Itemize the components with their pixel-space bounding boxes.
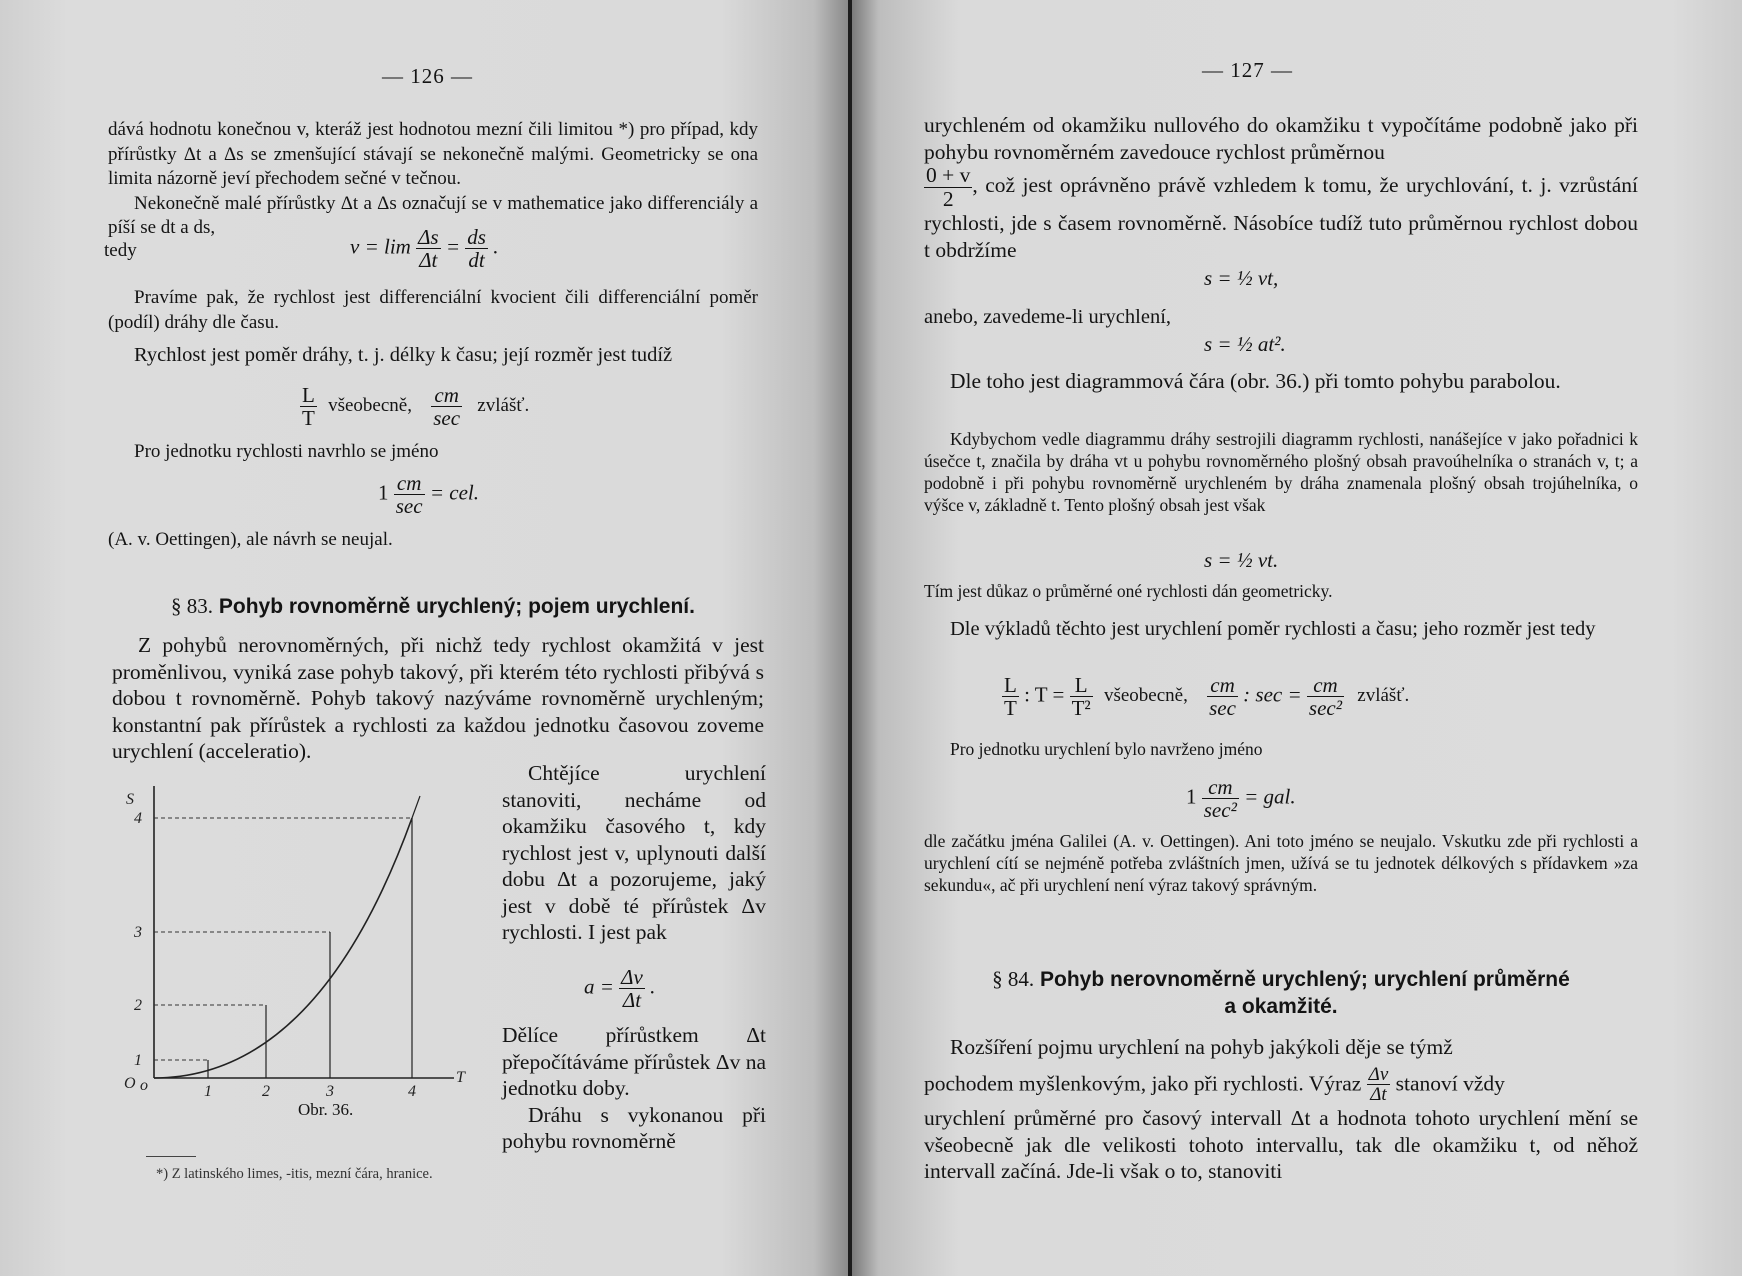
paragraph-text: urychleném od okamžiku nullového do okamžiku t vypočítáme podobně jako při pohybu rovnoměrném zavedouce rychlost průměrnou	[924, 113, 1638, 164]
paragraph	[108, 528, 758, 553]
fraction	[1367, 1065, 1391, 1106]
formula-lhs: a =	[584, 974, 614, 999]
formula-unit-cel	[378, 472, 479, 517]
formula-text: zvlášť.	[1357, 685, 1410, 707]
denominator: dt	[468, 248, 485, 273]
origin-sub-label: o	[140, 1077, 148, 1094]
numerator: Δs	[418, 225, 439, 249]
x-tick-4: 4	[408, 1083, 416, 1100]
paragraph-text: Kdybychom vedle diagrammu dráhy sestrojili diagramm rychlosti, nanášejíce v jako pořadnici k úsečce t, značila by dráha vt u pohybu rovnoměrného plošný obsah pravoúhelníka o stranách v, t; a podobně i při pohybu rovnoměrně urychleném by dráha znamenala plošný obsah trojúhelníka, o výšce v, základně t. Tento plošný obsah jest však	[924, 429, 1638, 515]
numerator: ds	[467, 225, 486, 249]
formula-number: 1	[378, 480, 389, 505]
paragraph-text	[924, 164, 1638, 263]
label-tedy: tedy	[104, 240, 137, 261]
paragraph	[502, 760, 766, 946]
curve-extension	[412, 796, 420, 818]
paragraph-text: Chtějíce urychlení stanoviti, necháme od okamžiku časového t, kdy rychlost jest v, uplynouti další dobu Δt a pozorujeme, jaký jest v době té přírůstek Δv rychlosti. I jest pak	[502, 761, 766, 944]
numerator: L	[302, 383, 315, 407]
formula-rhs: = gal.	[1244, 784, 1296, 809]
y-tick-2: 2	[134, 997, 142, 1014]
paragraph	[924, 1034, 1638, 1185]
numerator: L	[1004, 673, 1017, 697]
formula-s-half-at2: s = ½ at².	[1204, 332, 1286, 356]
denominator: sec	[1209, 696, 1236, 721]
section-title: Pohyb rovnoměrně urychlený; pojem urychlení.	[218, 595, 695, 618]
numerator: Δv	[1368, 1063, 1389, 1085]
fraction	[1307, 674, 1344, 719]
denominator: T²	[1071, 696, 1091, 721]
fraction	[416, 226, 441, 271]
numerator: cm	[394, 472, 425, 495]
denominator: Δt	[1370, 1084, 1387, 1106]
denominator: Δt	[622, 988, 642, 1013]
paragraph-text: Dráhu s vykonanou při pohybu rovnoměrně	[502, 1102, 766, 1153]
section-title-continued: a okamžité.	[1224, 995, 1338, 1018]
formula-velocity-limit	[350, 226, 498, 271]
y-tick-4: 4	[134, 810, 142, 827]
formula-lhs: v = lim	[350, 234, 411, 259]
x-tick-2: 2	[262, 1083, 270, 1100]
paragraph-text: Nekonečně malé přírůstky Δt a Δs označují se v mathematice jako differenciály a píší se dt a ds,	[108, 192, 758, 238]
right-page	[852, 0, 1742, 1276]
paragraph-text: Pro jednotku rychlosti navrhlo se jméno	[134, 441, 439, 462]
paragraph	[924, 738, 1638, 760]
paragraph-text: anebo, zavedeme-li urychlení,	[924, 306, 1172, 328]
numerator: Δv	[621, 965, 643, 989]
paragraph	[502, 1022, 766, 1155]
page-number: — 126 —	[382, 64, 473, 88]
section-title: Pohyb nerovnoměrně urychlený; urychlení průměrné	[1040, 968, 1570, 991]
fraction	[619, 966, 645, 1011]
formula-s-half-vt: s = ½ vt,	[1204, 266, 1279, 290]
paragraph-text: (A. v. Oettingen), ale návrh se neujal.	[108, 529, 393, 550]
paragraph	[924, 112, 1638, 165]
formula-acceleration	[584, 966, 655, 1011]
paragraph-text: Z pohybů nerovnoměrných, při nichž tedy rychlost okamžitá v jest proměnlivou, vyniká zase pohyb takový, při kterém této rychlosti přibývá s dobou t rovnoměrně. Pohyb takový nazýváme rovnoměrně urychleným; konstantní pak přírůstek a rychlosti za každou jednotku časovou zoveme urychlení (acceleratio).	[112, 633, 764, 763]
paragraph	[924, 368, 1638, 395]
denominator: 2	[942, 186, 954, 211]
paragraph	[108, 118, 758, 241]
figure-caption: Obr. 36.	[298, 1100, 354, 1119]
parabola-curve	[154, 818, 412, 1078]
denominator: sec²	[1308, 696, 1343, 721]
paragraph	[924, 164, 1638, 263]
paragraph-text: Rychlost jest poměr dráhy, t. j. délky k času; její rozměr jest tudíž	[134, 344, 673, 366]
paragraph-text: dává hodnotu konečnou v, kteráž jest hodnotou mezní čili limitou *) pro případ, kdy přírůstky Δt a Δs se zmenšující stávají se nekonečně malými. Geometricky se ona limita názorně jeví přechodem sečné v tečnou.	[108, 119, 758, 189]
footnote: *) Z latinského limes, -itis, mezní čára, hranice.	[156, 1166, 433, 1182]
period: .	[650, 974, 656, 999]
section-heading-line	[924, 966, 1638, 993]
formula-dimension-velocity	[300, 384, 529, 429]
fraction	[1202, 776, 1239, 821]
paragraph-text: Pravíme pak, že rychlost jest differenciální kvocient čili differenciální poměr (podíl) dráhy dle času.	[108, 287, 758, 333]
paragraph-text: urychlení průměrné pro časový intervall Δt a hodnota tohoto urychlení mění se všeobecně jak dle velikosti tohoto intervallu, tak dle okamžiku t, od něhož intervall začíná. Jde-li však o to, stanoviti	[924, 1106, 1638, 1184]
equals-sign: =	[445, 234, 460, 259]
denominator: sec	[433, 406, 461, 431]
denominator: T	[1004, 696, 1017, 721]
section-number: § 83.	[171, 594, 214, 618]
formula-text: všeobecně,	[328, 395, 412, 417]
fraction	[394, 472, 425, 517]
footnote-rule	[146, 1156, 196, 1157]
formula-rhs: = cel.	[429, 480, 479, 505]
numerator: cm	[1307, 674, 1344, 697]
paragraph-text: Pro jednotku urychlení bylo navrženo jméno	[950, 739, 1263, 759]
paragraph	[924, 616, 1638, 642]
paragraph-text: dle začátku jména Galilei (A. v. Oettingen). Ani toto jméno se neujalo. Vskutku zde při rychlosti a urychlení cítí se nejméně potřeba zvláštních jmen, užívá se tu jednotek délkových s přídavkem »za sekundu«, ač při urychlení není výraz takový správným.	[924, 831, 1638, 895]
formula-operator: : sec =	[1243, 682, 1302, 707]
fraction	[465, 226, 488, 271]
numerator: cm	[431, 384, 462, 407]
axis-label-s: S	[126, 791, 134, 808]
section-heading	[924, 966, 1638, 1020]
formula-text: všeobecně,	[1103, 685, 1188, 707]
fraction	[924, 164, 972, 210]
paragraph	[924, 830, 1638, 896]
numerator: cm	[1202, 776, 1239, 799]
section-heading	[108, 594, 758, 619]
numerator: L	[1070, 674, 1093, 697]
denominator: sec²	[1203, 798, 1237, 823]
formula-dimension-acceleration	[1002, 674, 1409, 719]
dashed-guides	[154, 818, 412, 1060]
fraction	[431, 384, 462, 429]
verticals	[208, 818, 412, 1078]
y-tick-3: 3	[134, 924, 142, 941]
paragraph-text: pochodem myšlenkovým, jako při rychlosti. Výraz	[924, 1070, 1362, 1095]
numerator: 0 + v	[926, 163, 971, 187]
paragraph-text: Dle toho jest diagrammová čára (obr. 36.) při tomto pohybu parabolou.	[950, 369, 1561, 393]
formula-unit-gal	[1186, 776, 1296, 821]
fraction	[1070, 674, 1093, 719]
paragraph-text	[924, 1065, 1638, 1106]
numerator: cm	[1207, 674, 1238, 697]
fraction	[300, 384, 317, 429]
period: .	[493, 234, 499, 259]
paragraph	[108, 286, 758, 335]
axis-label-t: T	[456, 1069, 465, 1086]
parabola-diagram	[118, 778, 482, 1104]
paragraph	[924, 428, 1638, 516]
denominator: Δt	[419, 248, 438, 273]
formula-operator: : T =	[1024, 682, 1065, 707]
fraction	[1207, 674, 1238, 719]
paragraph	[112, 632, 764, 765]
left-page	[0, 0, 848, 1276]
paragraph	[924, 304, 1638, 330]
denominator: T	[302, 406, 315, 431]
formula-text: zvlášť.	[477, 395, 530, 417]
paragraph-text: Rozšíření pojmu urychlení na pohyb jakýkoli děje se týmž	[950, 1035, 1453, 1059]
denominator: sec	[395, 494, 423, 519]
paragraph-text: Dle výkladů těchto jest urychlení poměr rychlosti a času; jeho rozměr jest tedy	[950, 618, 1596, 640]
x-tick-1: 1	[204, 1083, 212, 1100]
page-number: — 127 —	[1202, 58, 1293, 82]
x-tick-3: 3	[326, 1083, 334, 1100]
formula-number: 1	[1186, 784, 1197, 809]
y-tick-1: 1	[134, 1052, 142, 1069]
paragraph	[108, 440, 758, 465]
paragraph-text: Dělíce přírůstkem Δt přepočítáváme přírůstek Δv na jednotku doby.	[502, 1023, 766, 1100]
paragraph-text: Tím jest důkaz o průměrné oné rychlosti dán geometricky.	[924, 581, 1333, 601]
fraction	[1002, 674, 1019, 719]
origin-label: O	[124, 1075, 136, 1092]
paragraph-text: stanoví vždy	[1395, 1070, 1505, 1095]
section-number: § 84.	[992, 967, 1035, 991]
paragraph	[924, 580, 1638, 602]
formula-s-half-vt-2: s = ½ vt.	[1204, 548, 1279, 572]
paragraph	[108, 342, 760, 368]
paragraph-text: , což jest oprávněno právě vzhledem k tomu, že urychlování, t. j. vzrůstání rychlosti, jde s časem rovnoměrně. Násobíce tudíž tuto průměrnou rychlost dobou t obdržíme	[924, 173, 1638, 262]
